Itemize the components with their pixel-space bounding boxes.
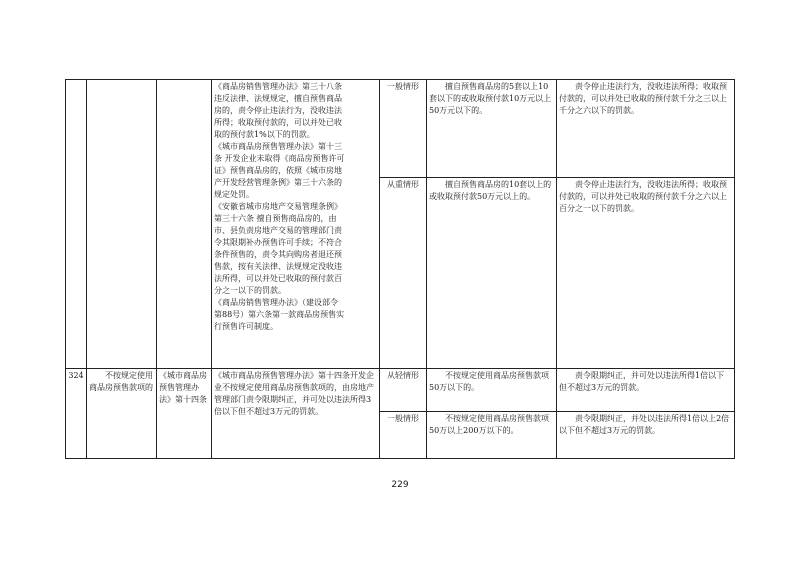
circumstance-level-cell: 一般情形: [380, 412, 427, 459]
legal-basis-cell: [212, 80, 380, 369]
penalty-standard-cell: 责令限期纠正，并处以违法所得1倍以上2倍以下但不超过3万元的罚款。: [557, 412, 735, 459]
item-number-cell: [66, 80, 87, 369]
legal-reference-cell: 《城市商品房预售管理办法》第十四条: [157, 369, 212, 459]
violation-name-cell: 不按规定使用商品房预售款项的: [87, 369, 157, 459]
penalty-standard-cell: 责令限期纠正，并可处以违法所得1倍以下但不超过3万元的罚款。: [557, 369, 735, 412]
page-number: 229: [391, 480, 409, 490]
legal-basis-text: 《城市商品房预售管理办法》第十四条开发企业不按规定使用商品房预售款项的，由房地产管理部门责令限期纠正，并可处以违法所得3倍以下但不超过3万元的罚款。: [214, 371, 374, 416]
circumstance-level-cell: 一般情形: [380, 80, 427, 178]
violation-name-cell: [87, 80, 157, 369]
circumstance-level-cell: 从重情形: [380, 178, 427, 369]
condition-cell: 擅自预售商品房的10套以上的或收取预付款50万元以上的。: [427, 178, 557, 369]
regulation-table: [65, 79, 735, 459]
legal-reference-cell: [157, 80, 212, 369]
circumstance-level-cell: 从轻情形: [380, 369, 427, 412]
penalty-standard-cell: 责令停止违法行为，没收违法所得；收取预付款的，可以并处已收取的预付款千分之三以上千分之六以下的罚款。: [557, 80, 735, 178]
item-number-cell: 324: [66, 369, 87, 459]
condition-cell: 擅自预售商品房的5套以上10套以下的或收取预付款10万元以上50万元以下的。: [427, 80, 557, 178]
condition-cell: 不按规定使用商品房预售款项50万以上200万以下的。: [427, 412, 557, 459]
table-row: [66, 369, 735, 412]
penalty-standard-cell: 责令停止违法行为，没收违法所得；收取预付款的，可以并处已收取的预付款千分之六以上百分之一以下的罚款。: [557, 178, 735, 369]
condition-cell: 不按规定使用商品房预售款项50万以下的。: [427, 369, 557, 412]
legal-basis-text: 《商品房销售管理办法》第三十八条 违反法律、法规规定，擅自预售商品 房的，责令停止违法行为，没收违法 所得；收取预付款的，可以并处已收 取的预付款1%以下的罚款。 《城市商品房预售管理办法》第十三 条 开发企业未取得《商品房预售许可 证》预售商品房的，依照《城市房地 产开发经营管理条例》第三十六条的 规定处罚。 《安徽省城市房地产交易管理条例》 第三十六条 擅自预售商品房的，由 市、县负责房地产交易的管理部门责 令其限期补办预售许可手续；不符合 条件预售的，责令其向购房者退还预 售款，按有关法律、法规规定没收违 法所得，可以并处已收取的预付款百 分之一以下的罚款。 《商品房销售管理办法》（建设部令 第88号）第六条第一款商品房预售实 行预售许可制度。: [214, 82, 345, 331]
table-row: [66, 80, 735, 178]
legal-basis-cell: [212, 369, 380, 459]
